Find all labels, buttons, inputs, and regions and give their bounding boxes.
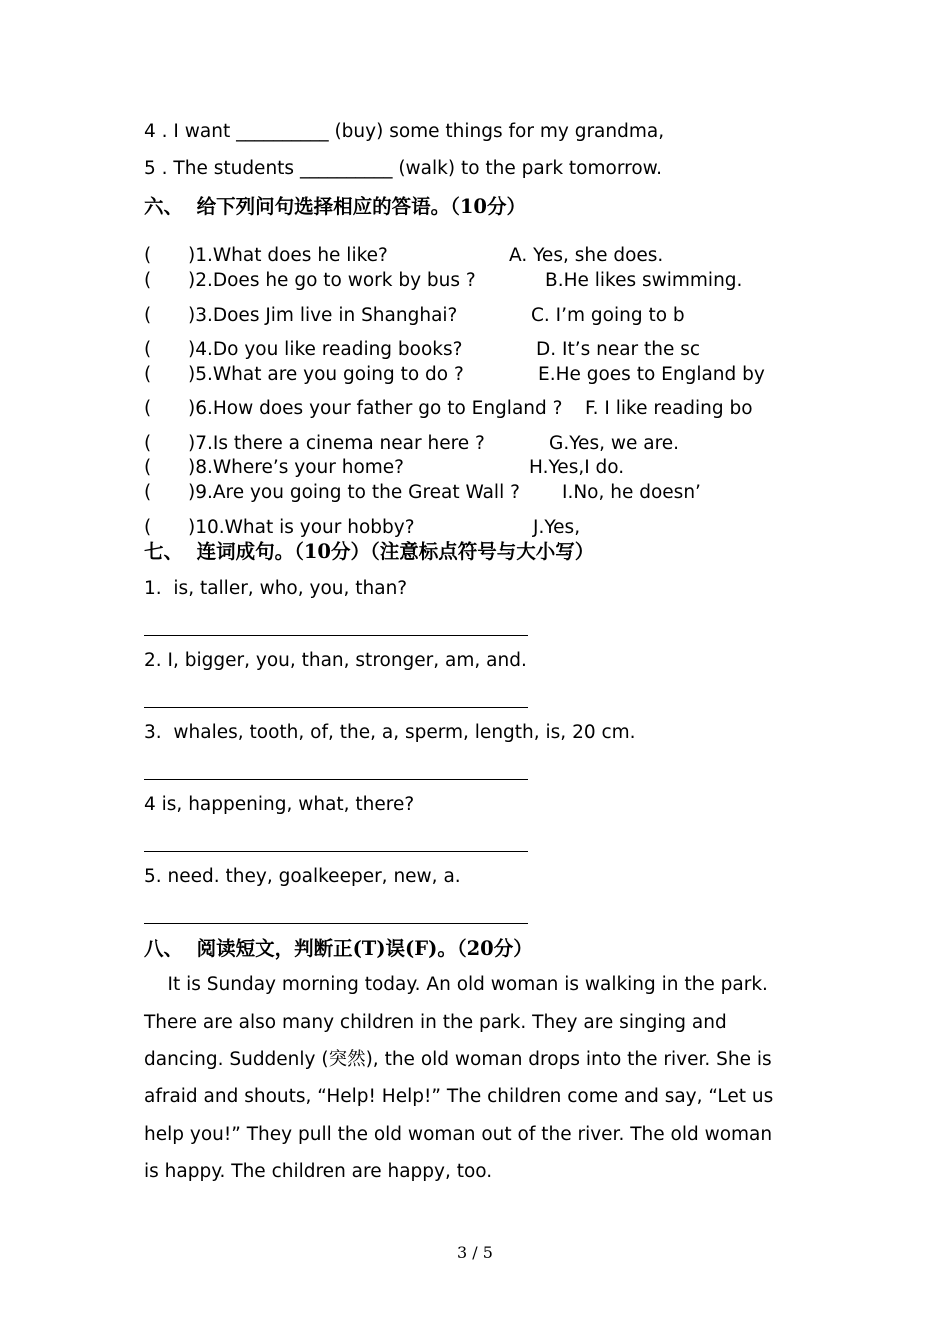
page-number: 3 / 5 [457, 1243, 493, 1262]
passage-line-2: There are also many children in the park. They are singing and [144, 1012, 727, 1033]
answer-line-2[interactable] [144, 707, 528, 708]
question-3: )3.Does Jim live in Shanghai? [188, 305, 458, 326]
passage-line-5: help you!” They pull the old woman out of the river. The old woman [144, 1124, 773, 1145]
bracket-4: ( [144, 339, 152, 360]
answer-i: I.No, he doesn’ [562, 482, 701, 503]
question-7: )7.Is there a cinema near here ? [188, 433, 485, 454]
bracket-2: ( [144, 270, 152, 291]
answer-a: A. Yes, she does. [509, 245, 664, 266]
passage-line-4: afraid and shouts, “Help! Help!” The children come and say, “Let us [144, 1086, 774, 1107]
answer-h: H.Yes,I do. [529, 457, 625, 478]
sentence-item-3: 3. whales, tooth, of, the, a, sperm, length, is, 20 cm. [144, 722, 636, 743]
question-4: )4.Do you like reading books? [188, 339, 463, 360]
bracket-8: ( [144, 457, 152, 478]
answer-j: J.Yes, [533, 517, 581, 538]
sentence-item-2: 2. I, bigger, you, than, stronger, am, and. [144, 650, 527, 671]
fill-in-4: 4 . I want __________ (buy) some things for my grandma, [144, 121, 665, 142]
question-2: )2.Does he go to work by bus ? [188, 270, 476, 291]
question-6: )6.How does your father go to England ? [188, 398, 563, 419]
answer-line-5[interactable] [144, 923, 528, 924]
fill-in-5: 5 . The students __________ (walk) to the park tomorrow. [144, 158, 662, 179]
answer-f: F. I like reading bo [585, 398, 753, 419]
answer-line-3[interactable] [144, 779, 528, 780]
passage-line-1: It is Sunday morning today. An old woman is walking in the park. [144, 974, 768, 995]
section-8-title: 八、 阅读短文，判断正(T)误(F)。（20分） [144, 937, 533, 960]
bracket-6: ( [144, 398, 152, 419]
answer-e: E.He goes to England by [538, 364, 765, 385]
bracket-5: ( [144, 364, 152, 385]
passage-line-3: dancing. Suddenly (突然), the old woman drops into the river. She is [144, 1049, 772, 1070]
bracket-7: ( [144, 433, 152, 454]
sentence-item-1: 1. is, taller, who, you, than? [144, 578, 408, 599]
section-7-title: 七、 连词成句。（10分）（注意标点符号与大小写） [144, 540, 595, 563]
passage-line-6: is happy. The children are happy, too. [144, 1161, 493, 1182]
sentence-item-5: 5. need. they, goalkeeper, new, a. [144, 866, 461, 887]
answer-b: B.He likes swimming. [545, 270, 743, 291]
question-5: )5.What are you going to do ? [188, 364, 464, 385]
question-8: )8.Where’s your home? [188, 457, 404, 478]
bracket-10: ( [144, 517, 152, 538]
answer-g: G.Yes, we are. [549, 433, 680, 454]
sentence-item-4: 4 is, happening, what, there? [144, 794, 415, 815]
bracket-9: ( [144, 482, 152, 503]
answer-line-4[interactable] [144, 851, 528, 852]
bracket-1: ( [144, 245, 152, 266]
question-10: )10.What is your hobby? [188, 517, 415, 538]
answer-line-1[interactable] [144, 635, 528, 636]
answer-c: C. I’m going to b [531, 305, 685, 326]
section-6-title: 六、 给下列问句选择相应的答语。（10分） [144, 195, 526, 218]
bracket-3: ( [144, 305, 152, 326]
answer-d: D. It’s near the sc [536, 339, 701, 360]
question-1: )1.What does he like? [188, 245, 388, 266]
question-9: )9.Are you going to the Great Wall ? [188, 482, 520, 503]
